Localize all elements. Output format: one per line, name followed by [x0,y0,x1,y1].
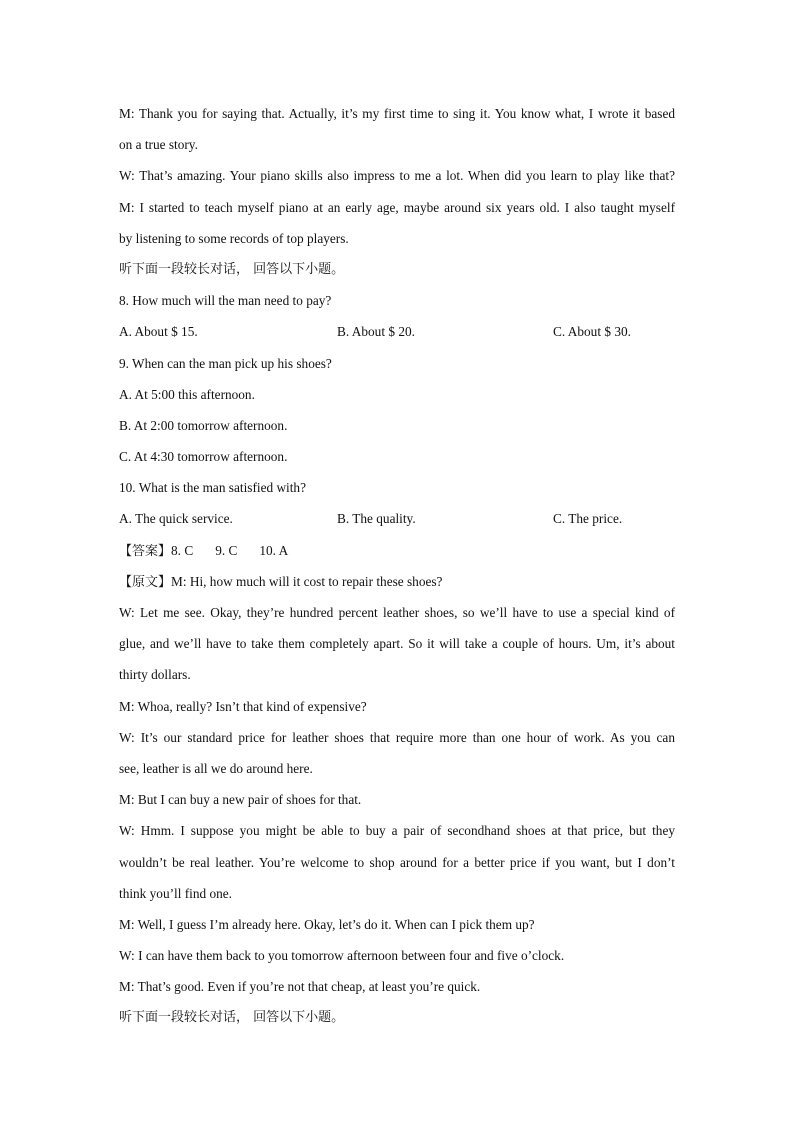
dialogue-line: M: I started to teach myself piano at an early age, maybe around six years old. I also taught myself [119,199,675,215]
question-10-options [119,503,675,534]
option-b: B. The quality. [337,511,416,527]
transcript-line: glue, and we’ll have to take them completely apart. So it will take a couple of hours. Um, it’s about [119,636,675,652]
option-a: A. About $ 15. [119,324,198,340]
answer-line [119,535,675,566]
transcript-first-line [119,566,675,597]
transcript-line: M: Whoa, really? Isn’t that kind of expensive? [119,698,367,714]
transcript-line: W: I can have them back to you tomorrow afternoon between four and five o’clock. [119,948,565,964]
option-c: C. At 4:30 tomorrow afternoon. [119,449,288,465]
document-body [119,98,675,1034]
section-heading: 听下面一段较长对话， 回答以下小题。 [119,1010,345,1026]
question-8: 8. How much will the man need to pay? [119,293,332,309]
transcript-line: M: That’s good. Even if you’re not that cheap, at least you’re quick. [119,979,481,995]
transcript-line: thirty dollars. [119,667,191,683]
transcript-label: 【原文】 [119,574,172,590]
option-b: B. At 2:00 tomorrow afternoon. [119,417,288,433]
answer-item: 8. C [171,542,194,558]
transcript-line: think you’ll find one. [119,885,233,901]
option-a: A. At 5:00 this afternoon. [119,386,255,402]
transcript-line: see, leather is all we do around here. [119,760,313,776]
option-c: C. About $ 30. [553,324,631,340]
question-8-options [119,316,675,347]
question-9: 9. When can the man pick up his shoes? [119,355,332,371]
transcript-line: W: Hmm. I suppose you might be able to buy a pair of secondhand shoes at that price, but they [119,823,675,839]
dialogue-line: M: Thank you for saying that. Actually, it’s my first time to sing it. You know what, I wrote it based [119,106,675,121]
section-heading: 听下面一段较长对话， 回答以下小题。 [119,261,345,277]
dialogue-line: by listening to some records of top players. [119,230,349,246]
transcript-line: W: It’s our standard price for leather shoes that require more than one hour of work. As you can [119,729,675,745]
transcript-line: W: Let me see. Okay, they’re hundred percent leather shoes, so we’ll have to use a special kind of [119,605,675,620]
transcript-line: M: But I can buy a new pair of shoes for that. [119,792,362,808]
transcript-text: M: Hi, how much will it cost to repair these shoes? [171,573,443,589]
option-b: B. About $ 20. [337,324,415,340]
question-10: 10. What is the man satisfied with? [119,480,306,496]
transcript-line: M: Well, I guess I’m already here. Okay, let’s do it. When can I pick them up? [119,916,535,932]
transcript-line: wouldn’t be real leather. You’re welcome to shop around for a better price if you want, but I don’t [119,854,675,870]
answer-item: 9. C [215,542,238,558]
option-a: A. The quick service. [119,511,233,527]
dialogue-line: on a true story. [119,137,198,153]
answer-item: 10. A [259,542,289,558]
dialogue-line: W: That’s amazing. Your piano skills also impress to me a lot. When did you learn to play like that? [119,168,675,184]
option-c: C. The price. [553,511,623,527]
answer-label: 【答案】 [119,543,172,559]
